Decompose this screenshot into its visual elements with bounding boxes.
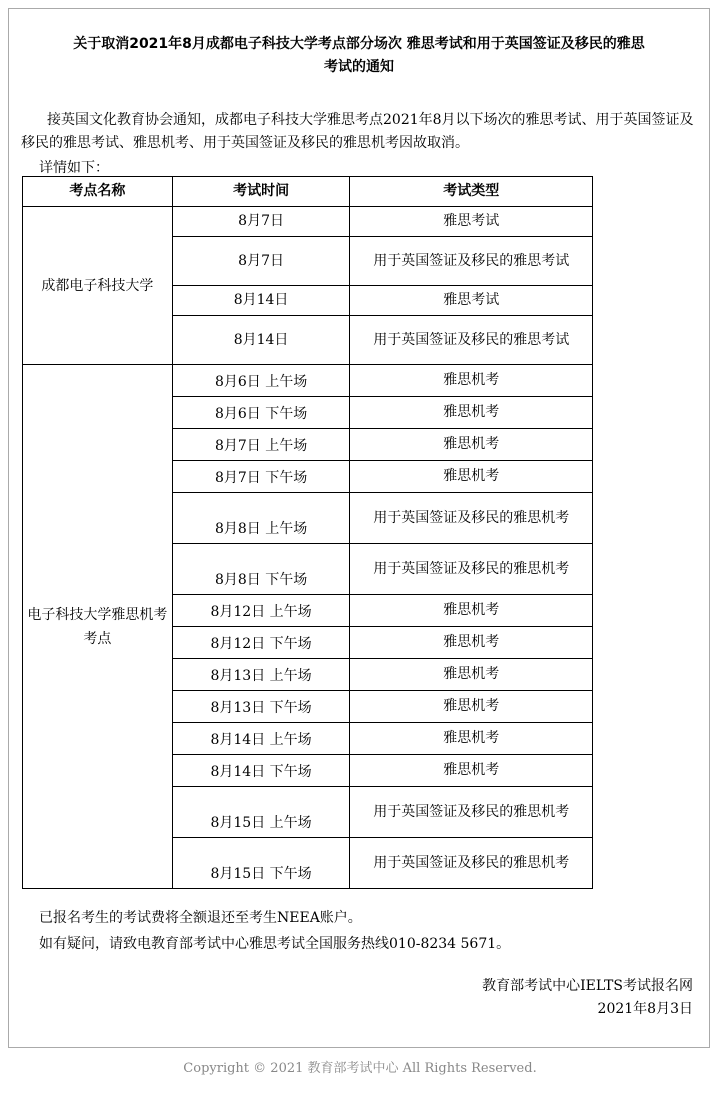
- exam-type: 雅思机考: [350, 723, 593, 755]
- exam-type: 雅思机考: [350, 691, 593, 723]
- exam-type: 雅思机考: [350, 595, 593, 627]
- exam-type: 雅思机考: [350, 365, 593, 397]
- exam-time: 8月6日 下午场: [172, 397, 350, 429]
- exam-type: 雅思机考: [350, 429, 593, 461]
- notice-title-line1: 关于取消2021年8月成都电子科技大学考点部分场次 雅思考试和用于英国签证及移民的雅思: [73, 36, 645, 52]
- exam-time: 8月7日 上午场: [172, 429, 350, 461]
- exam-time: 8月14日 上午场: [172, 723, 350, 755]
- venue-name: 电子科技大学雅思机考考点: [23, 365, 173, 889]
- exam-time: 8月15日 上午场: [172, 787, 350, 838]
- exam-type: 用于英国签证及移民的雅思机考: [350, 544, 593, 595]
- exam-type: 用于英国签证及移民的雅思机考: [350, 838, 593, 889]
- exam-type: 用于英国签证及移民的雅思机考: [350, 787, 593, 838]
- issuing-org: 教育部考试中心IELTS考试报名网: [482, 978, 693, 994]
- exam-time: 8月7日: [172, 207, 350, 237]
- table-header-row: [23, 177, 593, 207]
- exam-type: 雅思机考: [350, 755, 593, 787]
- refund-note: 已报名考生的考试费将全额退还至考生NEEA账户。: [39, 910, 362, 926]
- exam-type: 雅思考试: [350, 286, 593, 316]
- venue-name: 成都电子科技大学: [23, 207, 173, 365]
- exam-type: 雅思机考: [350, 627, 593, 659]
- contact-note: 如有疑问，请致电教育部考试中心雅思考试全国服务热线010-8234 5671。: [39, 936, 511, 952]
- exam-time: 8月7日 下午场: [172, 461, 350, 493]
- header-venue: 考点名称: [23, 177, 173, 207]
- notice-intro: 接英国文化教育协会通知，成都电子科技大学雅思考点2021年8月以下场次的雅思考试、用于英国签证及移民的雅思考试、雅思机考、用于英国签证及移民的雅思机考因故取消。: [21, 112, 694, 151]
- exam-time: 8月14日: [172, 316, 350, 365]
- exam-time: 8月13日 下午场: [172, 691, 350, 723]
- copyright-text: Copyright © 2021 教育部考试中心 All Rights Reserved.: [183, 1061, 537, 1076]
- schedule-table: [22, 176, 593, 889]
- exam-time: 8月15日 下午场: [172, 838, 350, 889]
- exam-type: 雅思机考: [350, 397, 593, 429]
- notice-title: [19, 33, 699, 79]
- exam-type: 雅思机考: [350, 461, 593, 493]
- header-type: 考试类型: [350, 177, 593, 207]
- table-row: [23, 207, 593, 237]
- exam-type: 用于英国签证及移民的雅思机考: [350, 493, 593, 544]
- notice-title-line2: 考试的通知: [324, 59, 394, 75]
- notice-footer: [39, 905, 510, 957]
- exam-time: 8月14日: [172, 286, 350, 316]
- header-time: 考试时间: [172, 177, 350, 207]
- exam-type: 用于英国签证及移民的雅思考试: [350, 237, 593, 286]
- exam-time: 8月13日 上午场: [172, 659, 350, 691]
- table-row: [23, 365, 593, 397]
- exam-time: 8月12日 下午场: [172, 627, 350, 659]
- exam-time: 8月6日 上午场: [172, 365, 350, 397]
- signature-block: [482, 975, 693, 1021]
- exam-time: 8月8日 上午场: [172, 493, 350, 544]
- notice-page: [8, 8, 710, 1048]
- detail-label: 详情如下：: [39, 160, 109, 176]
- exam-type: 用于英国签证及移民的雅思考试: [350, 316, 593, 365]
- exam-time: 8月14日 下午场: [172, 755, 350, 787]
- issue-date: 2021年8月3日: [597, 1001, 693, 1017]
- exam-time: 8月7日: [172, 237, 350, 286]
- exam-type: 雅思机考: [350, 659, 593, 691]
- exam-type: 雅思考试: [350, 207, 593, 237]
- exam-time: 8月8日 下午场: [172, 544, 350, 595]
- exam-time: 8月12日 上午场: [172, 595, 350, 627]
